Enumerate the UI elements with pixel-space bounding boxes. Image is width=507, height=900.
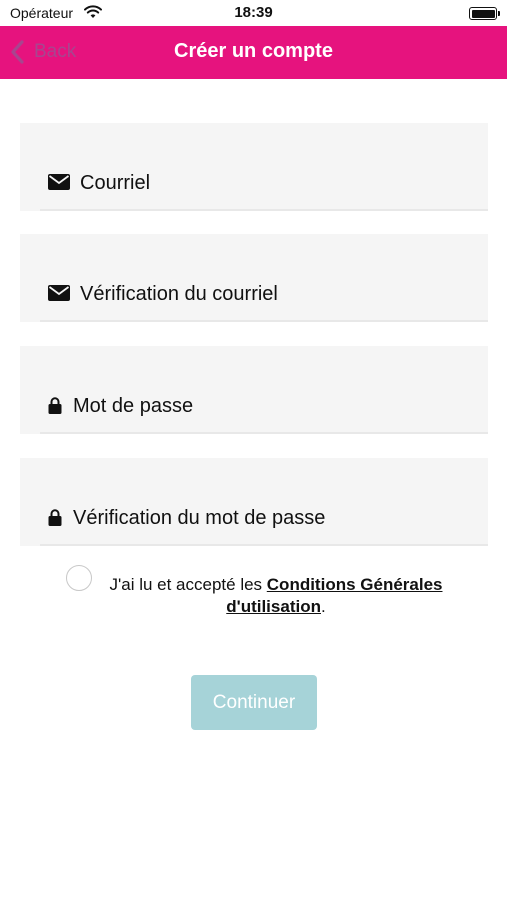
clock-time: 18:39 bbox=[234, 4, 273, 21]
terms-text bbox=[96, 574, 456, 618]
password-confirmation-field-label: Vérification du mot de passe bbox=[73, 507, 326, 529]
page-title: Créer un compte bbox=[174, 40, 333, 62]
password-field[interactable] bbox=[20, 346, 488, 434]
envelope-icon bbox=[48, 174, 70, 190]
back-label: Back bbox=[34, 41, 77, 62]
lock-icon bbox=[48, 509, 62, 526]
continue-button[interactable]: Continuer bbox=[191, 675, 317, 730]
carrier-label: Opérateur bbox=[10, 5, 74, 21]
envelope-icon bbox=[48, 285, 70, 301]
field-divider bbox=[40, 320, 488, 322]
navigation-bar bbox=[0, 26, 507, 79]
terms-agreement bbox=[0, 562, 507, 622]
field-divider bbox=[40, 209, 488, 211]
terms-link[interactable]: Conditions Générales d'utilisation bbox=[226, 575, 443, 616]
email-confirmation-field[interactable] bbox=[20, 234, 488, 322]
email-field-label: Courriel bbox=[80, 172, 151, 194]
lock-icon bbox=[48, 397, 62, 414]
field-divider bbox=[40, 544, 488, 546]
status-bar bbox=[0, 0, 507, 26]
email-field[interactable] bbox=[20, 123, 488, 211]
terms-prefix: J'ai lu et accepté les bbox=[109, 575, 267, 594]
password-confirmation-field[interactable] bbox=[20, 458, 488, 546]
terms-suffix: . bbox=[320, 597, 326, 616]
password-field-label: Mot de passe bbox=[73, 395, 194, 417]
battery-icon bbox=[469, 7, 497, 20]
email-confirmation-field-label: Vérification du courriel bbox=[80, 283, 278, 305]
field-divider bbox=[40, 432, 488, 434]
terms-checkbox[interactable] bbox=[66, 565, 92, 591]
